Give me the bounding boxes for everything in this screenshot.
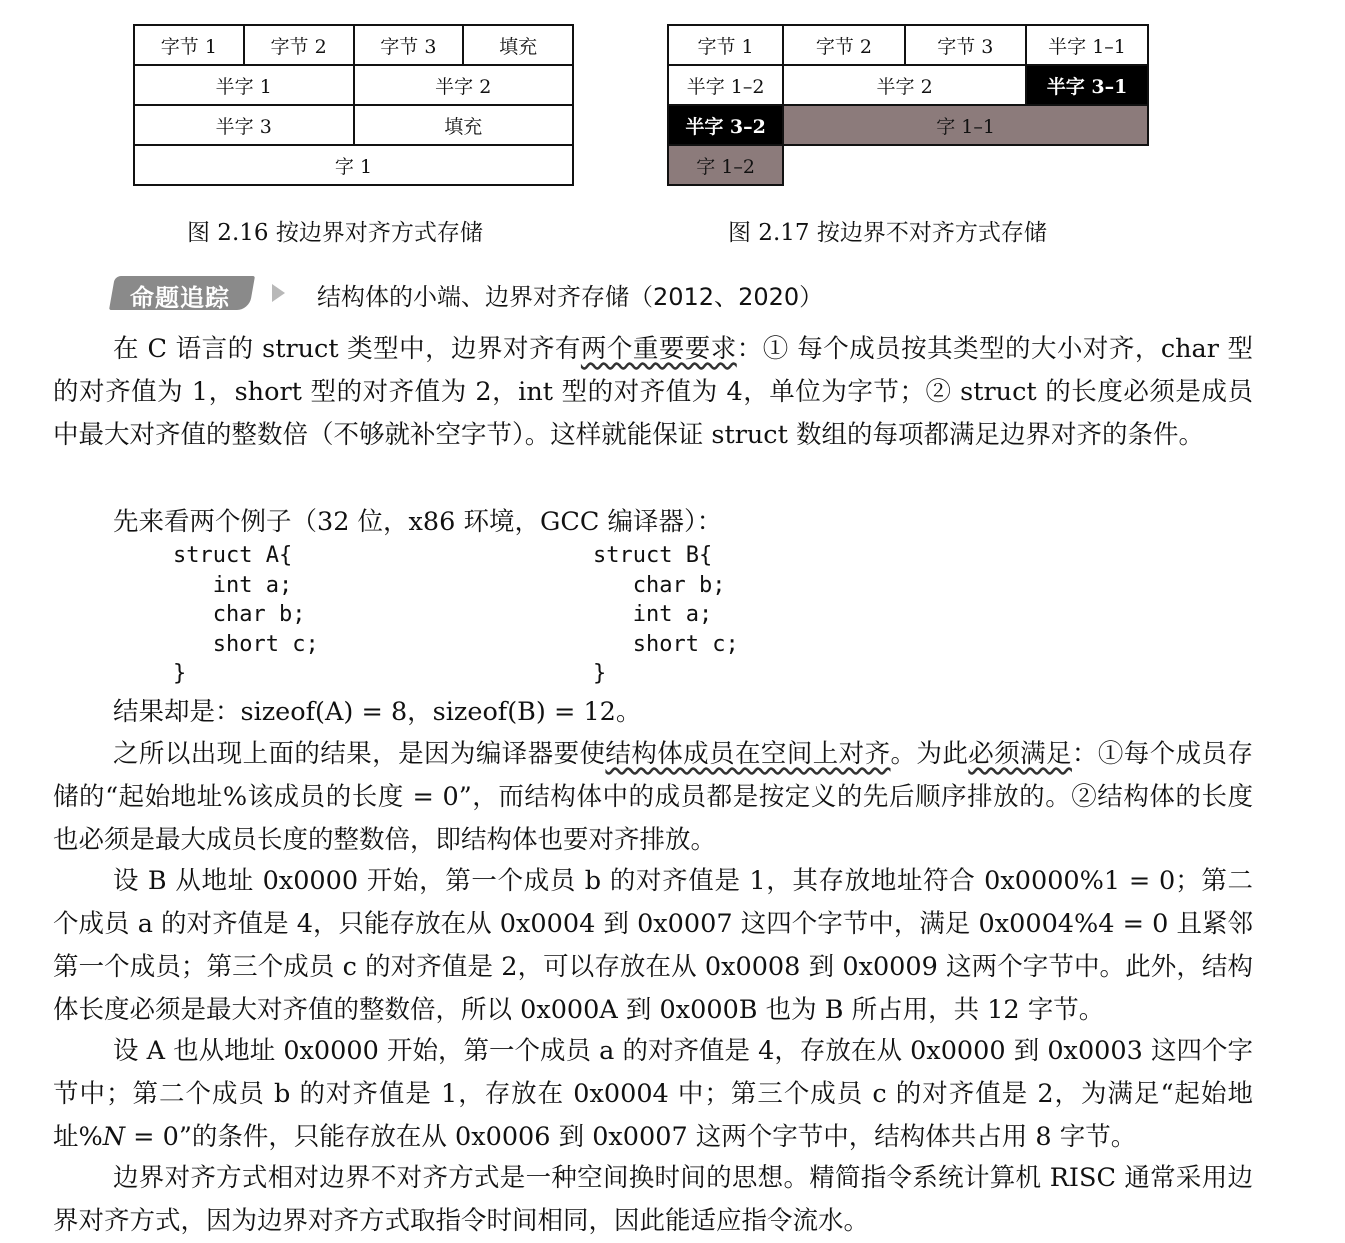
code-struct-b: struct B{ char b; int a; short c; } <box>593 543 739 686</box>
fig-a-cell: 填充 <box>463 25 573 65</box>
fig-a-cell: 填充 <box>354 105 574 145</box>
fig-a-cell: 字节 1 <box>134 25 244 65</box>
emphasis-text: 结构体成员在空间上对齐 <box>605 739 891 769</box>
emphasis-text: 两个重要要求 <box>580 334 737 364</box>
paragraph-struct-alignment <box>53 328 1253 457</box>
italic-variable: N <box>102 1122 126 1152</box>
text-run: ：①每个成员存储的“起始地址%该成员的长度 = 0”，而结构体中的成员都是按定义的先后顺序排放的。②结构体的长度也必须是最大成员长度的整数倍，即结构体也要对齐排放。 <box>53 739 1253 855</box>
paragraph-tradeoff: 边界对齐方式相对边界不对齐方式是一种空间换时间的思想。精简指令系统计算机 RISC 通常采用边界对齐方式，因为边界对齐方式取指令时间相同，因此能适应指令流水。 <box>53 1163 1253 1236</box>
figure-caption: 图 2.17 按边界不对齐方式存储 <box>728 220 1047 246</box>
fig-b-cell: 半字 1–1 <box>1026 25 1148 65</box>
fig-a-cell: 半字 1 <box>134 65 354 105</box>
fig-b-cell: 字节 3 <box>905 25 1026 65</box>
fig-b-empty <box>783 145 1148 185</box>
paragraph-struct-a <box>53 1030 1253 1159</box>
fig-b-cell: 字节 2 <box>783 25 904 65</box>
paragraph-examples-intro: 先来看两个例子（32 位，x86 环境，GCC 编译器）： <box>113 507 723 537</box>
text-run: 。为此 <box>890 739 969 769</box>
code-struct-a: struct A{ int a; char b; short c; } <box>173 543 319 686</box>
fig-a-cell: 字节 3 <box>354 25 464 65</box>
unaligned-storage-figure <box>667 24 1149 186</box>
paragraph-sizeof-result: 结果却是：sizeof(A) = 8，sizeof(B) = 12。 <box>113 697 642 727</box>
paragraph-reason <box>53 733 1253 862</box>
text-run: = 0”的条件，只能存放在从 0x0006 到 0x0007 这两个字节中，结构体共占用 8 字节。 <box>125 1122 1137 1152</box>
paragraph-struct-b: 设 B 从地址 0x0000 开始，第一个成员 b 的对齐值是 1，其存放地址符合 0x0000%1 = 0；第二个成员 a 的对齐值是 4，只能存放在从 0x0004 到 0x0007 这四个字节中，满足 0x0004%4 = 0 且紧邻第一个成员；第三个成员 c 的对齐值是 2，可以存放在从 0x0008 到 0x0009 这两个字节中。此外，结构体长度必须是最大对齐值的整数倍，所以 0x000A 到 0x000B 也为 B 所占用，共 12 字节。 <box>53 866 1253 1025</box>
fig-b-cell: 半字 1–2 <box>668 65 783 105</box>
fig-b-cell: 半字 2 <box>783 65 1026 105</box>
fig-b-cell: 字节 1 <box>668 25 783 65</box>
text-run: 在 C 语言的 struct 类型中，边界对齐有 <box>113 334 581 364</box>
fig-a-cell: 半字 2 <box>354 65 574 105</box>
fig-b-cell-shaded: 字 1–2 <box>668 145 783 185</box>
text-run: 之所以出现上面的结果，是因为编译器要使 <box>113 739 606 769</box>
fig-b-cell-highlight: 半字 3–2 <box>668 105 783 145</box>
figure-caption: 图 2.16 按边界对齐方式存储 <box>187 220 483 246</box>
text-run: 设 A 也从地址 0x0000 开始，第一个成员 a 的对齐值是 4，存放在从 0x0000 到 0x0003 这四个字节中；第二个成员 b 的对齐值是 1，存放在 0x0004 中；第三个成员 c 的对齐值是 2，为满足“起始地址% <box>53 1036 1253 1152</box>
topic-title: 结构体的小端、边界对齐存储（2012、2020） <box>317 283 824 311</box>
emphasis-text: 必须满足 <box>968 739 1072 769</box>
aligned-storage-figure <box>133 24 574 186</box>
fig-a-cell: 字节 2 <box>244 25 354 65</box>
topic-tag-label: 命题追踪 <box>130 284 230 312</box>
fig-a-cell: 半字 3 <box>134 105 354 145</box>
fig-a-cell: 字 1 <box>134 145 573 185</box>
fig-b-cell-highlight: 半字 3–1 <box>1026 65 1148 105</box>
fig-b-cell-shaded: 字 1–1 <box>783 105 1148 145</box>
triangle-arrow-icon <box>272 284 285 302</box>
text-run: ：① 每个成员按其类型的大小对齐，char 型的对齐值为 1，short 型的对齐值为 2，int 型的对齐值为 4，单位为字节；② struct 的长度必须是成员中最大对齐值的整数倍（不够就补空字节）。这样就能保证 struct 数组的每项都满足边界对齐的条件。 <box>53 334 1253 450</box>
